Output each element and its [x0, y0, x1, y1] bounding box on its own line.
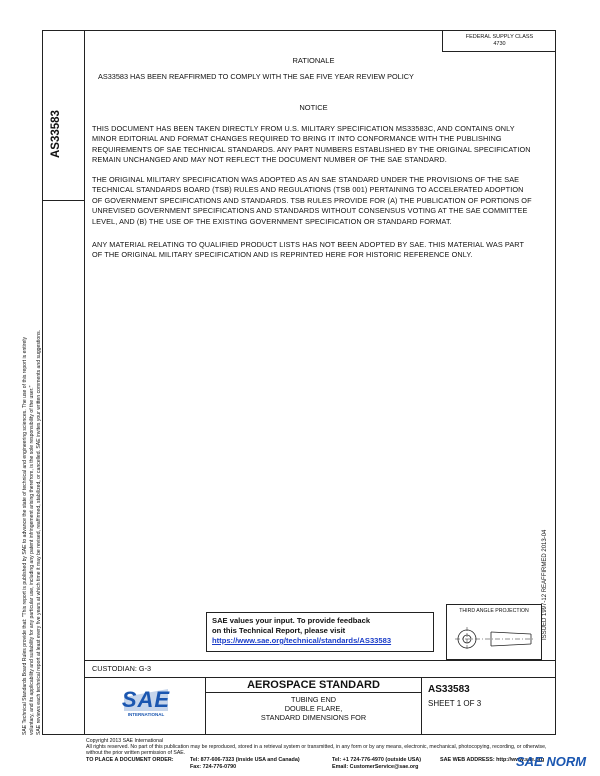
feedback-line-2: on this Technical Report, please visit: [212, 626, 346, 635]
fsc-box: [442, 30, 556, 52]
projection-label: THIRD ANGLE PROJECTION: [459, 608, 529, 614]
notice-paragraph-2: THE ORIGINAL MILITARY SPECIFICATION WAS ADOPTED AS AN SAE STANDARD UNDER THE PROVISIONS OF THE SAE TECHNICAL STANDARDS BOARD (TSB) RULES AND REGULATIONS (TSB 001) PERTAINING TO ACCELERATED ADOPTION OF GOVERNMENT SPECIFICATIONS AND STANDARDS. TSB RULES PROVIDE FOR (A) THE PUBLICATION OF PORTIONS OF UNREVISED GOVERNMENT SPECIFICATIONS AND STANDARDS WITHOUT CONSENSUS VOTING AT THE SAE COMMITTEE LEVEL, AND (B) THE USE OF THE EXISTING GOVERNMENT SPECIFICATION OR STANDARD FORMAT.: [92, 175, 532, 226]
standard-label: AEROSPACE STANDARD: [206, 677, 421, 693]
footer-tel1: Tel: 877-606-7323 (inside USA and Canada): [190, 757, 300, 763]
title-line-2: DOUBLE FLARE,: [284, 704, 343, 713]
issue-info: ISSUED 1997-12 REAFFIRMED 2013-04: [542, 529, 548, 640]
notice-paragraph-3: ANY MATERIAL RELATING TO QUALIFIED PRODUCT LISTS HAS NOT BEEN ADOPTED BY SAE. THIS MATERIAL WAS PART OF THE ORIGINAL MILITARY SPECIFICATION AND IS REPRINTED HERE FOR HISTORIC REFERENCE ONLY.: [92, 240, 524, 260]
title-cell: [206, 677, 422, 735]
notice-title: NOTICE: [299, 103, 328, 112]
projection-symbol: [447, 617, 541, 657]
watermark: [500, 752, 600, 776]
projection-box: [446, 604, 542, 660]
docnum-cell: [422, 677, 556, 735]
projection-cone-top: [491, 632, 531, 634]
sae-logo-cell: [84, 677, 206, 735]
watermark-text: SAE NORM: [516, 754, 587, 769]
title-line-1: TUBING END: [291, 695, 336, 704]
sheet-number: SHEET 1 OF 3: [428, 699, 482, 708]
side-note-1: SAE Technical Standards Board Rules provide that: "This report is published by SAE to advance the state of technical and engineering sciences. The use of this report is entirely: [22, 336, 28, 735]
fsc-label: FEDERAL SUPPLY CLASS: [465, 34, 534, 40]
side-note-3: SAE reviews each technical report at least every five years at which time it may be revised, reaffirmed, stabilized, or cancelled. SAE invites your written comments and suggestions.: [36, 329, 42, 735]
custodian-label: CUSTODIAN: G-3: [92, 664, 152, 673]
footer-web: SAE WEB ADDRESS: http://www.sae.org: [440, 757, 545, 763]
sae-logo-text: SAE: [121, 687, 171, 712]
title-line-3: STANDARD DIMENSIONS FOR: [260, 713, 367, 722]
footer-copyright: Copyright 2013 SAE International: [86, 738, 163, 744]
sae-logo-sub: INTERNATIONAL: [127, 712, 165, 717]
footer-rights: All rights reserved. No part of this publication may be reproduced, stored in a retrieval system or transmitted, in any form or by any means, electronic, mechanical, photocopying, recording, or otherwise, without the prior written permission of SAE.: [86, 744, 547, 757]
footer-tel2: Tel: +1 724-776-4970 (outside USA): [332, 757, 422, 763]
left-margin-divider: [84, 30, 85, 660]
custodian-divider: [84, 660, 556, 661]
footer-order-label: TO PLACE A DOCUMENT ORDER:: [86, 757, 174, 763]
footer-fax: Fax: 724-776-0790: [190, 764, 237, 770]
feedback-box: [206, 612, 434, 652]
left-docnum-box-line: [42, 200, 84, 201]
feedback-line-1: SAE values your input. To provide feedback: [212, 616, 371, 625]
side-note-2: voluntary, and its applicability and suitability for any particular use, including any patent infringement arising therefrom, is the sole responsibility of the user.": [29, 385, 35, 735]
footer-email: Email: CustomerService@sae.org: [332, 764, 419, 770]
rationale-title: RATIONALE: [292, 56, 335, 65]
sae-logo: [120, 685, 172, 721]
feedback-link[interactable]: https://www.sae.org/technical/standards/AS33583: [212, 636, 392, 645]
fsc-code: 4730: [493, 41, 506, 47]
notice-paragraph-1: THIS DOCUMENT HAS BEEN TAKEN DIRECTLY FROM U.S. MILITARY SPECIFICATION MS33583C, AND CONTAINS ONLY MINOR EDITORIAL AND FORMAT CHANGES REQUIRED TO BRING IT INTO CONFORMANCE WITH THE PUBLISHING REQUIREMENTS OF SAE TECHNICAL STANDARDS. ANY PART NUMBERS ESTABLISHED BY THE ORIGINAL SPECIFICATION REMAIN UNCHANGED AND MAY NOT REFLECT THE DOCUMENT NUMBER OF THE SAE STANDARD.: [92, 124, 531, 165]
doc-number: AS33583: [428, 684, 470, 695]
projection-cone-bottom: [491, 644, 531, 646]
rationale-text: AS33583 HAS BEEN REAFFIRMED TO COMPLY WITH THE SAE FIVE YEAR REVIEW POLICY: [98, 72, 414, 81]
doc-number-vertical: AS33583: [50, 110, 62, 158]
